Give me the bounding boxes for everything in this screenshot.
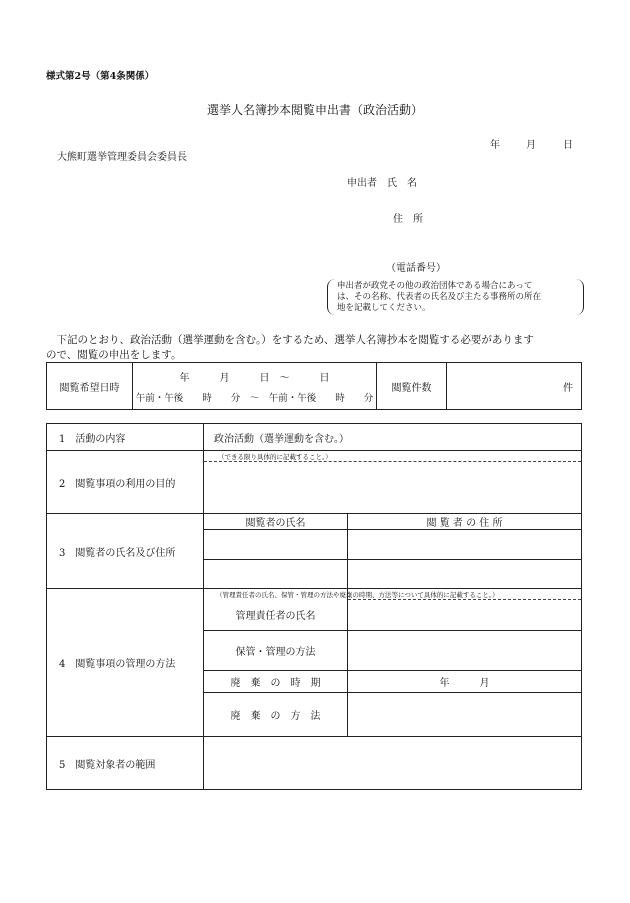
- viewer-label: 3 閲覧者の氏名及び住所: [47, 514, 204, 589]
- viewer-address-1[interactable]: [348, 530, 582, 560]
- note-line-3: 地を記載してください。: [337, 303, 431, 313]
- note-line-1: 申出者が政党その他の政治団体である場合にあって: [337, 281, 533, 291]
- intro-line-1: 下記のとおり、政治活動（選挙運動を含む。）をするため、選挙人名簿抄本を閲覧する必要があります: [46, 334, 534, 346]
- scope-label: 5 閲覧対象者の範囲: [47, 737, 204, 790]
- management-hint: （管理責任者の氏名、保管・管理の方法や廃棄の時期、方法等について具体的に記載すること。）: [216, 591, 499, 599]
- page-title: 選挙人名簿抄本閲覧申出書（政治活動）: [206, 103, 423, 117]
- note-line-2: は、その名称、代表者の氏名及び主たる事務所の所在: [337, 292, 542, 302]
- management-label: 4 閲覧事項の管理の方法: [47, 589, 204, 737]
- details-table: [46, 423, 582, 790]
- desired-datetime-label: 閲覧希望日時: [47, 363, 133, 410]
- viewer-address-2[interactable]: [348, 560, 582, 589]
- count-unit: 件: [563, 382, 573, 394]
- activity-label: 1 活動の内容: [47, 424, 204, 451]
- applicant-note: [337, 281, 541, 314]
- purpose-field[interactable]: [204, 451, 582, 514]
- intro-line-2: ので、閲覧の申出をします。: [46, 349, 182, 361]
- count-cell[interactable]: [447, 363, 582, 410]
- disposal-time-value: 年 月: [439, 678, 490, 689]
- recipient: 大熊町選挙管理委員会委員長: [57, 152, 187, 163]
- form-number: 様式第2号（第4条関係）: [46, 71, 155, 82]
- purpose-label: 2 閲覧事項の利用の目的: [47, 451, 204, 514]
- applicant-phone-label: （電話番号）: [386, 263, 446, 274]
- viewer-name-1[interactable]: [204, 530, 348, 560]
- activity-value: 政治活動（選挙運動を含む。）: [204, 424, 582, 451]
- viewer-address-header: 閲 覧 者 の 住 所: [348, 514, 582, 530]
- date-day-label: 日: [563, 140, 573, 151]
- desired-datetime-cell[interactable]: [133, 363, 377, 410]
- date-year-label: 年: [490, 140, 500, 151]
- storage-method-label: 保管・管理の方法: [204, 631, 348, 671]
- time-range: 午前・午後 時 分 〜 午前・午後 時 分: [135, 392, 374, 404]
- disposal-time-label: 廃 棄 の 時 期: [204, 671, 348, 693]
- purpose-dashline: [204, 461, 581, 462]
- disposal-time-field[interactable]: [348, 671, 582, 693]
- purpose-hint: （できる限り具体的に記載すること。）: [218, 453, 332, 461]
- date-month-label: 月: [526, 140, 536, 151]
- viewing-schedule-table: [46, 362, 582, 410]
- manager-name-field[interactable]: [348, 589, 582, 631]
- manager-name-label: 管理責任者の氏名: [235, 611, 316, 622]
- manager-name-label-cell: [204, 589, 499, 631]
- disposal-method-label: 廃 棄 の 方 法: [204, 693, 348, 737]
- viewer-name-2[interactable]: [204, 560, 348, 589]
- applicant-address-label: 住 所: [393, 214, 423, 225]
- storage-method-field[interactable]: [348, 631, 582, 671]
- count-label: 閲覧件数: [377, 363, 447, 410]
- viewer-name-header: 閲覧者の氏名: [204, 514, 348, 530]
- intro-text: [46, 333, 534, 363]
- scope-field[interactable]: [204, 737, 582, 790]
- applicant-name-label: 申出者 氏 名: [347, 178, 417, 189]
- disposal-method-field[interactable]: [348, 693, 582, 737]
- management-dashline-right: [348, 599, 581, 600]
- date-range: 年 月 日 〜 日: [179, 372, 330, 384]
